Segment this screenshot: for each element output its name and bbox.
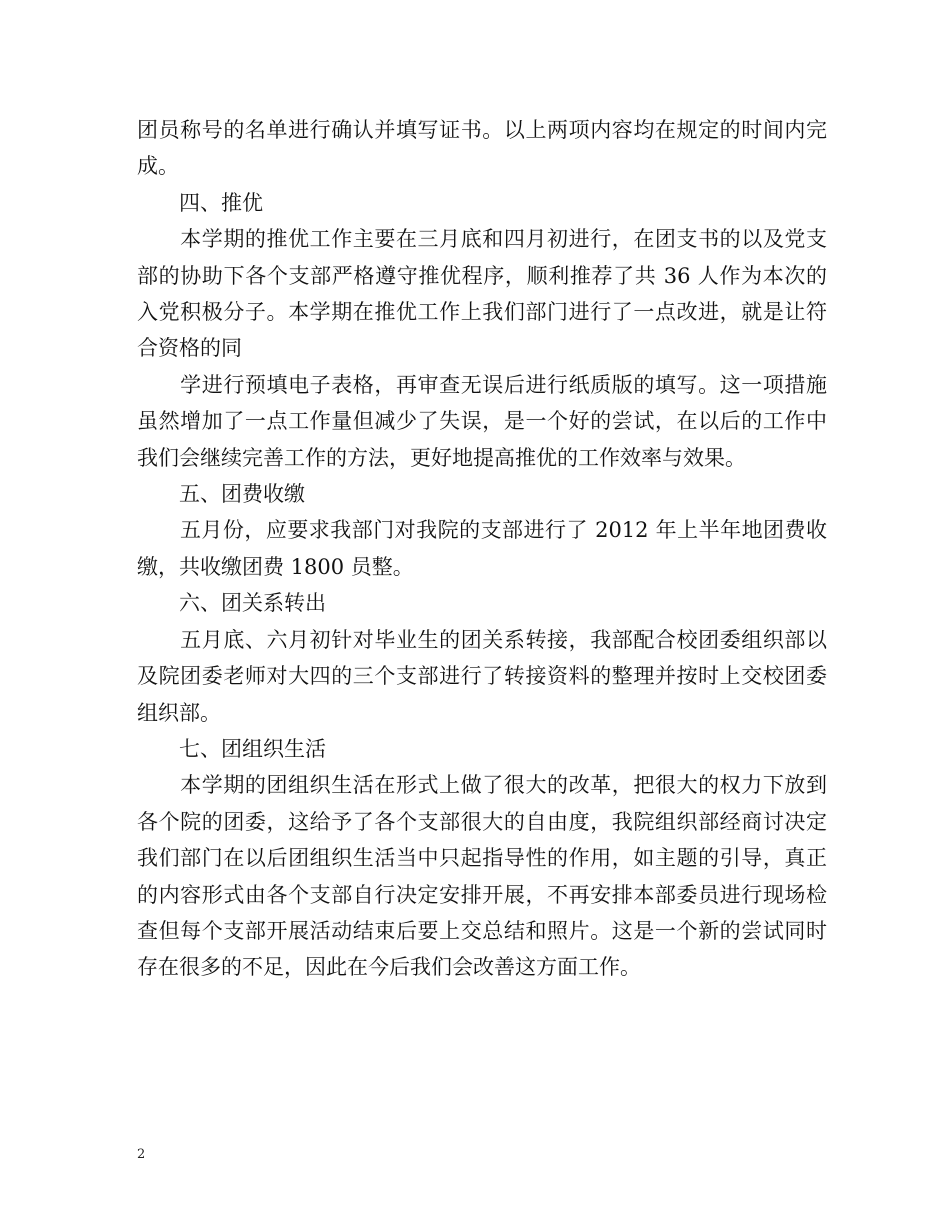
paragraph-fee-collection: 五月份，应要求我部门对我院的支部进行了 2012 年上半年地团费收缴，共收缴团费 1800 员整。 (137, 518, 827, 579)
paragraph-recommendation-improvement: 学进行预填电子表格，再审查无误后进行纸质版的填写。这一项措施虽然增加了一点工作量但减少了失误，是一个好的尝试，在以后的工作中我们会继续完善工作的方法，更好地提高推优的工作效率与效果。 (137, 372, 827, 470)
section-heading-relation-transfer: 六、团关系转出 (137, 591, 326, 616)
paragraph-certificate-completion: 团员称号的名单进行确认并填写证书。以上两项内容均在规定的时间内完成。 (137, 118, 827, 179)
document-body (137, 112, 827, 986)
section-heading-recommendation: 四、推优 (137, 190, 263, 215)
paragraph-recommendation-process: 本学期的推优工作主要在三月底和四月初进行，在团支书的以及党支部的协助下各个支部严格遵守推优程序，顺利推荐了共 36 人作为本次的入党积极分子。本学期在推优工作上我们部门进行了一点改进，就是让符合资格的同 (137, 227, 827, 361)
page-number: 2 (137, 1147, 146, 1162)
paragraph-organization-life: 本学期的团组织生活在形式上做了很大的改革，把很大的权力下放到各个院的团委，这给予了各个支部很大的自由度，我院组织部经商讨决定我们部门在以后团组织生活当中只起指导性的作用，如主题的引导，真正的内容形式由各个支部自行决定安排开展，不再安排本部委员进行现场检查但每个支部开展活动结束后要上交总结和照片。这是一个新的尝试同时存在很多的不足，因此在今后我们会改善这方面工作。 (137, 773, 827, 980)
section-heading-organization-life: 七、团组织生活 (137, 736, 326, 761)
paragraph-relation-transfer: 五月底、六月初针对毕业生的团关系转接，我部配合校团委组织部以及院团委老师对大四的三个支部进行了转接资料的整理并按时上交校团委组织部。 (137, 627, 827, 725)
section-heading-fee-collection: 五、团费收缴 (137, 482, 305, 507)
